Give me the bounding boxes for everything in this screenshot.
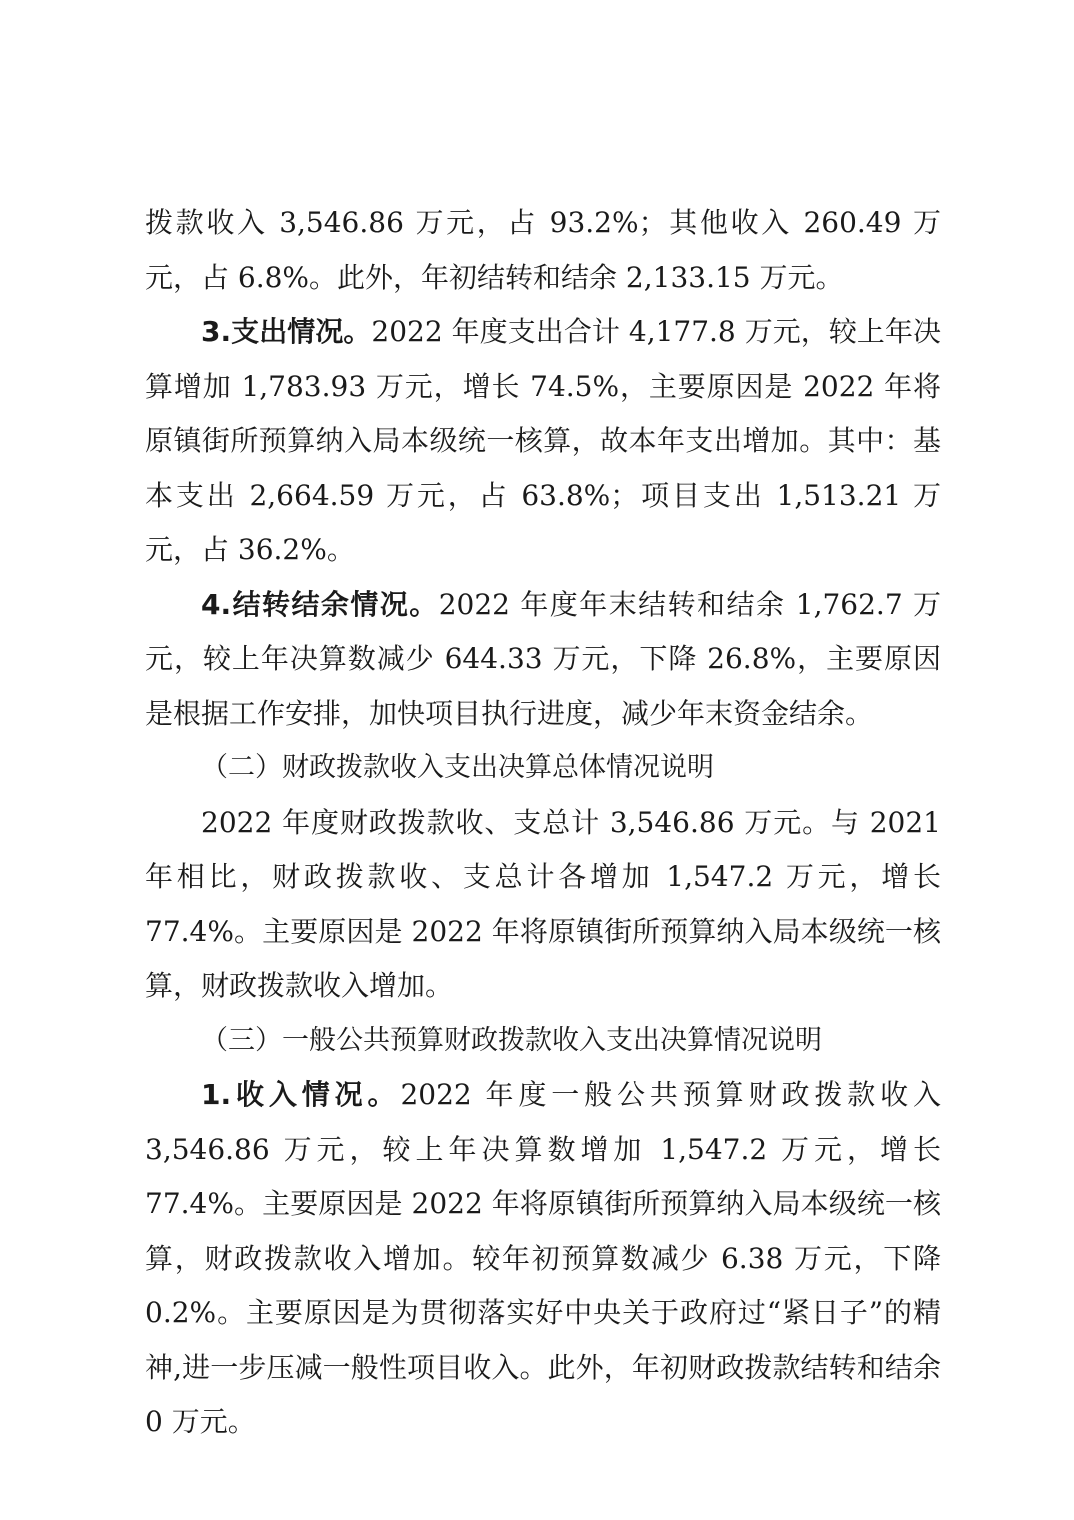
document-body xyxy=(145,196,941,1450)
expenditure-label: 3.支出情况。 xyxy=(201,315,372,348)
paragraph-general-income xyxy=(145,1068,941,1450)
general-income-label: 1.收入情况。 xyxy=(201,1078,401,1111)
general-income-text: 2022 年度一般公共预算财政拨款收入 3,546.86 万元，较上年决算数增加 1,547.2 万元，增长 77.4%。主要原因是 2022 年将原镇街所预算纳入局本级统一核算，财政拨款收入增加。较年初预算数减少 6.38 万元，下降 0.2%。主要原因是为贯彻落实好中央关于政府过“紧日子”的精神,进一步压减一般性项目收入。此外，年初财政拨款结转和结余 0 万元。 xyxy=(145,1078,941,1438)
section-heading-2: （二）财政拨款收入支出决算总体情况说明 xyxy=(201,752,714,783)
carryover-label: 4.结转结余情况。 xyxy=(201,587,439,621)
paragraph-carryover xyxy=(145,578,941,742)
paragraph-income-continued: 拨款收入 3,546.86 万元，占 93.2%；其他收入 260.49 万元，占 6.8%。此外，年初结转和结余 2,133.15 万元。 xyxy=(145,206,941,294)
expenditure-text: 2022 年度支出合计 4,177.8 万元，较上年决算增加 1,783.93 万元，增长 74.5%，主要原因是 2022 年将原镇街所预算纳入局本级统一核算，故本年支出增加。其中：基本支出 2,664.59 万元，占 63.8%；项目支出 1,513.21 万元，占 36.2%。 xyxy=(145,315,941,566)
carryover-text: 2022 年度年末结转和结余 1,762.7 万元，较上年决算数减少 644.33 万元，下降 26.8%，主要原因是根据工作安排，加快项目执行进度，减少年末资金结余。 xyxy=(145,587,941,730)
paragraph-expenditure xyxy=(145,305,941,578)
section-heading-3: （三）一般公共预算财政拨款收入支出决算情况说明 xyxy=(201,1024,822,1056)
paragraph-fiscal-overview: 2022 年度财政拨款收、支总计 3,546.86 万元。与 2021 年相比，财政拨款收、支总计各增加 1,547.2 万元，增长 77.4%。主要原因是 2022 年将原镇街所预算纳入局本级统一核算，财政拨款收入增加。 xyxy=(145,805,941,1002)
